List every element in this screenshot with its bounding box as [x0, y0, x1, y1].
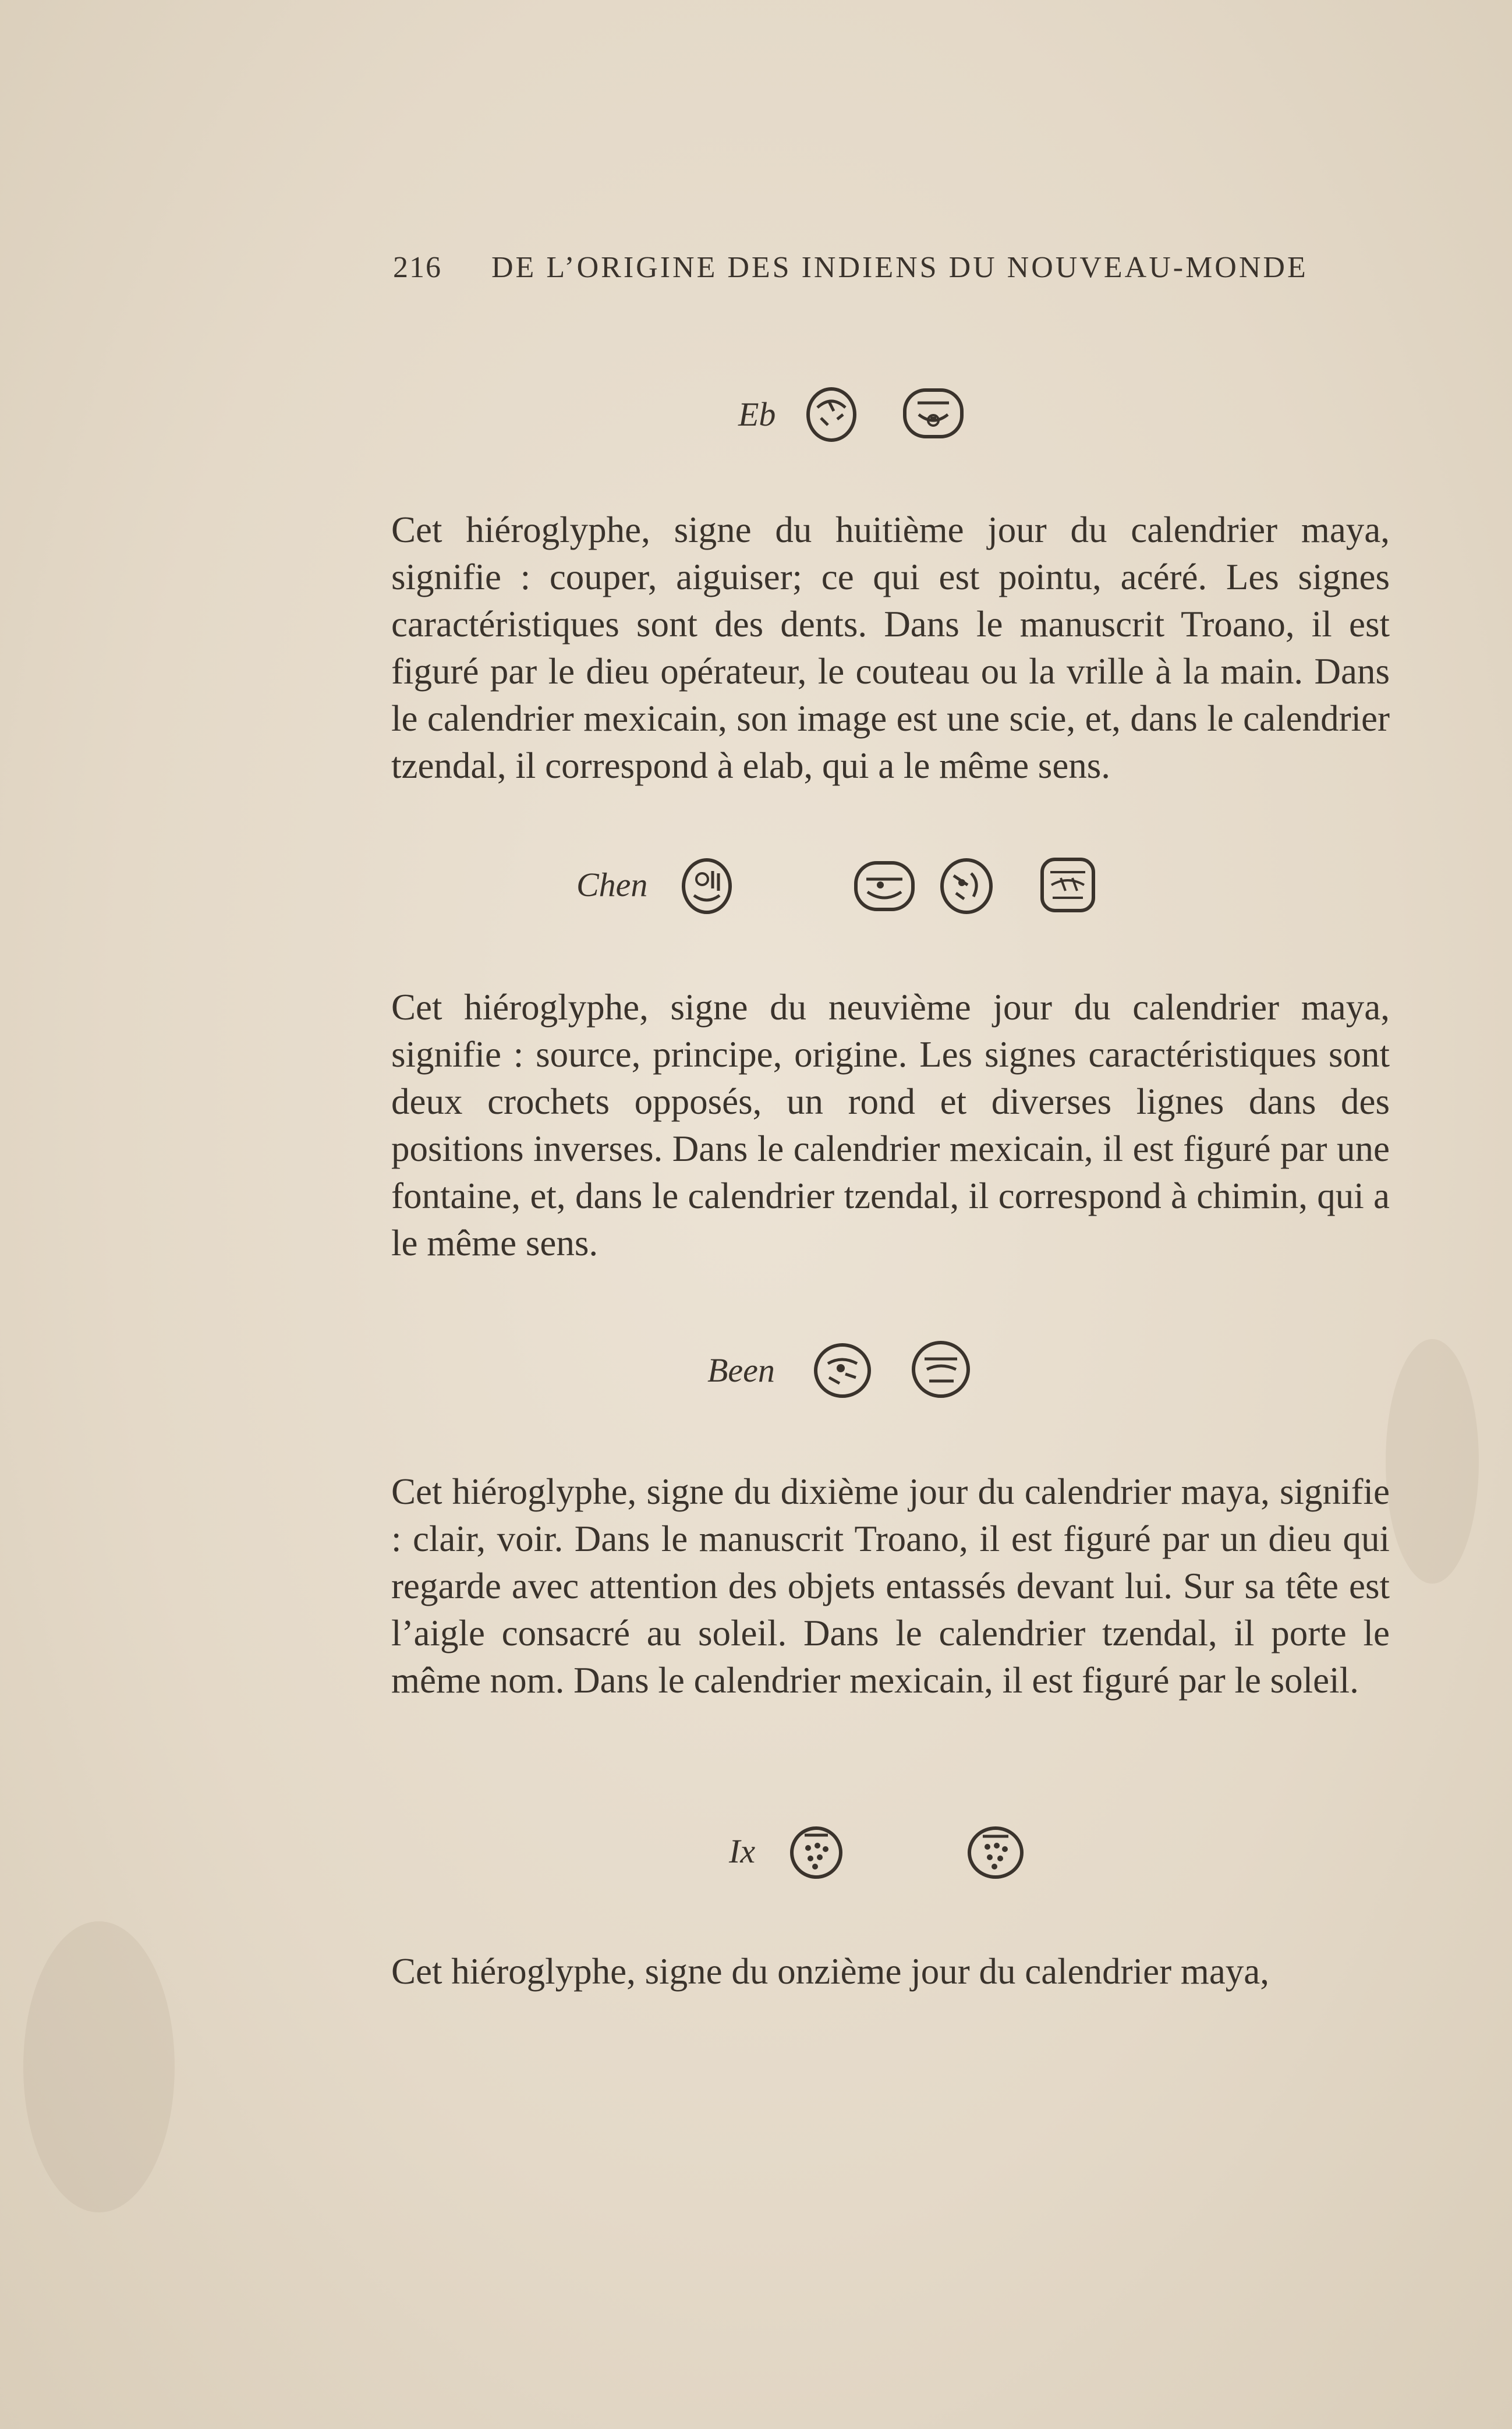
day-name-been: Been: [707, 1351, 775, 1389]
day-glyph-icon: [812, 1341, 873, 1400]
day-glyph-icon: [965, 1822, 1026, 1881]
paragraph-ix: Cet hiéroglyphe, signe du onzième jour du calendrier maya,: [391, 1951, 1270, 1992]
paper-stain: [23, 1921, 175, 2212]
day-glyph-icon: [901, 385, 965, 441]
day-glyph-icon: [909, 1339, 972, 1400]
day-glyph-icon: [787, 1822, 845, 1881]
paragraph-eb: Cet hiéroglyphe, signe du huitième jour du calendrier maya, signifie : couper, aiguiser; ce qui est pointu, acéré. Les signes caractéristiques sont des dents. Dans le manuscrit Troano, il est figuré par le dieu opérateur, le couteau ou la vrille à la main. Dans le calendrier mexicain, son image est une scie, et, dans le calendrier tzendal, il correspond à elab, qui a le même sens.: [391, 509, 1390, 786]
paragraph-chen: Cet hiéroglyphe, signe du neuvième jour du calendrier maya, signifie : source, principe, origine. Les signes caractéristiques sont deux crochets opposés, un rond et diverses lignes dans des positions inverses. Dans le calendrier mexicain, il est figuré par une fontaine, et, dans le calendrier tzendal, il correspond à chimin, qui a le même sens.: [391, 987, 1390, 1263]
running-title: DE L’ORIGINE DES INDIENS DU NOUVEAU-MONDE: [491, 251, 1308, 284]
day-name-chen: Chen: [576, 866, 648, 904]
day-glyph-icon: [852, 858, 916, 914]
glyph-row-chen: [0, 850, 1512, 926]
day-name-eb: Eb: [738, 395, 776, 433]
day-glyph-icon: [1037, 855, 1098, 915]
glyph-row-been: [0, 1333, 1512, 1409]
day-glyph-icon: [805, 384, 858, 442]
page-number: 216: [393, 251, 442, 284]
day-name-ix: Ix: [729, 1832, 756, 1870]
glyph-row-eb: [0, 373, 1512, 448]
paragraph-been: Cet hiéroglyphe, signe du dixième jour du calendrier maya, signifie : clair, voir. Dans le manuscrit Troano, il est figuré par un dieu qui regarde avec attention des objets entassés devant lui. Sur sa tête est l’aigle consacré au soleil. Dans le calendrier tzendal, il porte le même nom. Dans le calendrier mexicain, il est figuré par le soleil.: [391, 1471, 1390, 1701]
glyph-row-ix: [0, 1817, 1512, 1892]
day-glyph-icon: [680, 856, 734, 915]
day-glyph-icon: [939, 856, 994, 915]
running-head: [393, 250, 1308, 285]
